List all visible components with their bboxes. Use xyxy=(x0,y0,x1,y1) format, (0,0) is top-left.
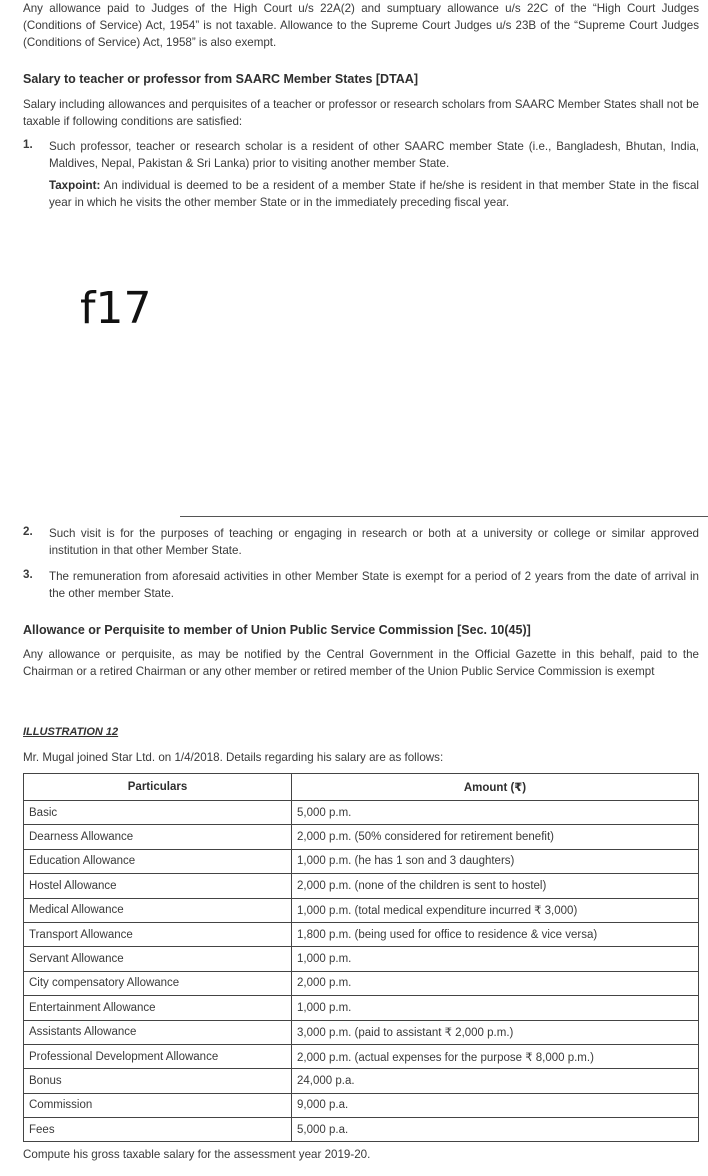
amount-cell: 2,000 p.m. (none of the children is sent to hostel) xyxy=(292,874,699,898)
handwritten-annotation: f17 xyxy=(80,283,152,334)
particular-cell: Assistants Allowance xyxy=(24,1020,292,1044)
table-row xyxy=(24,898,699,922)
column-header-particulars: Particulars xyxy=(24,774,292,801)
amount-cell: 2,000 p.m. xyxy=(292,971,699,995)
particular-cell: Professional Development Allowance xyxy=(24,1044,292,1068)
intro-paragraph: Any allowance paid to Judges of the High Court u/s 22A(2) and sumptuary allowance u/s 22C of the “High Court Judges (Conditions of Service) Act, 1954” is not taxable. Allowance to the Supreme Court Judges u/s 23B of the “Supreme Court Judges (Conditions of Service) Act, 1958” is also exempt. xyxy=(23,2,699,49)
amount-cell: 2,000 p.m. (50% considered for retirement benefit) xyxy=(292,825,699,849)
list-item: Such professor, teacher or research scholar is a resident of other SAARC member State (i.e., Bangladesh, Bhutan, India, Maldives, Nepal, Pakistan & Sri Lanka) prior to visiting another member State. xyxy=(49,140,699,170)
particular-cell: Transport Allowance xyxy=(24,922,292,946)
table-header-row xyxy=(24,774,699,801)
table-row xyxy=(24,874,699,898)
taxpoint-label: Taxpoint: xyxy=(49,179,101,192)
salary-table xyxy=(23,773,699,1142)
upsc-paragraph: Any allowance or perquisite, as may be notified by the Central Government in the Official Gazette in this behalf, paid to the Chairman or a retired Chairman or any other member or retired member of the Union Public Service Commission is exempt xyxy=(23,648,699,678)
table-row xyxy=(24,922,699,946)
column-header-amount: Amount (₹) xyxy=(292,774,699,801)
particular-cell: City compensatory Allowance xyxy=(24,971,292,995)
table-row xyxy=(24,1069,699,1093)
illustration-intro: Mr. Mugal joined Star Ltd. on 1/4/2018. Details regarding his salary are as follows: xyxy=(23,751,444,764)
particular-cell: Hostel Allowance xyxy=(24,874,292,898)
table-row xyxy=(24,1044,699,1068)
list-item: Such visit is for the purposes of teaching or engaging in research or both at a university or college or similar approved institution in that other Member State. xyxy=(49,527,699,557)
particular-cell: Bonus xyxy=(24,1069,292,1093)
amount-cell: 1,000 p.m. xyxy=(292,996,699,1020)
list-item: The remuneration from aforesaid activities in other Member State is exempt for a period of 2 years from the date of arrival in the other member State. xyxy=(49,570,699,600)
table-row xyxy=(24,1093,699,1117)
amount-cell: 24,000 p.a. xyxy=(292,1069,699,1093)
table-row xyxy=(24,849,699,873)
saarc-intro: Salary including allowances and perquisites of a teacher or professor or research scholars from SAARC Member States shall not be taxable if following conditions are satisfied: xyxy=(23,98,699,128)
list-item-number: 2. xyxy=(23,525,33,538)
table-row xyxy=(24,1020,699,1044)
particular-cell: Commission xyxy=(24,1093,292,1117)
list-item-number: 3. xyxy=(23,568,33,581)
particular-cell: Entertainment Allowance xyxy=(24,996,292,1020)
table-row xyxy=(24,801,699,825)
amount-cell: 9,000 p.a. xyxy=(292,1093,699,1117)
table-row xyxy=(24,1118,699,1142)
amount-cell: 3,000 p.m. (paid to assistant ₹ 2,000 p.m.) xyxy=(292,1020,699,1044)
illustration-question: Compute his gross taxable salary for the assessment year 2019-20. xyxy=(23,1148,371,1161)
amount-cell: 1,800 p.m. (being used for office to residence & vice versa) xyxy=(292,922,699,946)
particular-cell: Medical Allowance xyxy=(24,898,292,922)
particular-cell: Servant Allowance xyxy=(24,947,292,971)
taxpoint-note xyxy=(49,177,699,211)
illustration-label: ILLUSTRATION 12 xyxy=(23,726,119,738)
amount-cell: 5,000 p.m. xyxy=(292,801,699,825)
divider xyxy=(180,516,708,517)
particular-cell: Basic xyxy=(24,801,292,825)
amount-cell: 5,000 p.a. xyxy=(292,1118,699,1142)
table-row xyxy=(24,996,699,1020)
particular-cell: Fees xyxy=(24,1118,292,1142)
particular-cell: Dearness Allowance xyxy=(24,825,292,849)
amount-cell: 2,000 p.m. (actual expenses for the purpose ₹ 8,000 p.m.) xyxy=(292,1044,699,1068)
table-row xyxy=(24,971,699,995)
upsc-heading: Allowance or Perquisite to member of Union Public Service Commission [Sec. 10(45)] xyxy=(23,623,531,637)
particular-cell: Education Allowance xyxy=(24,849,292,873)
table-row xyxy=(24,825,699,849)
taxpoint-text: An individual is deemed to be a resident of a member State if he/she is resident in that member State in the fiscal year in which he visits the other member State or in the immediately preceding fiscal year. xyxy=(49,179,699,209)
amount-cell: 1,000 p.m. (total medical expenditure incurred ₹ 3,000) xyxy=(292,898,699,922)
saarc-heading: Salary to teacher or professor from SAARC Member States [DTAA] xyxy=(23,72,418,86)
amount-cell: 1,000 p.m. (he has 1 son and 3 daughters) xyxy=(292,849,699,873)
table-row xyxy=(24,947,699,971)
amount-cell: 1,000 p.m. xyxy=(292,947,699,971)
list-item-number: 1. xyxy=(23,138,33,151)
